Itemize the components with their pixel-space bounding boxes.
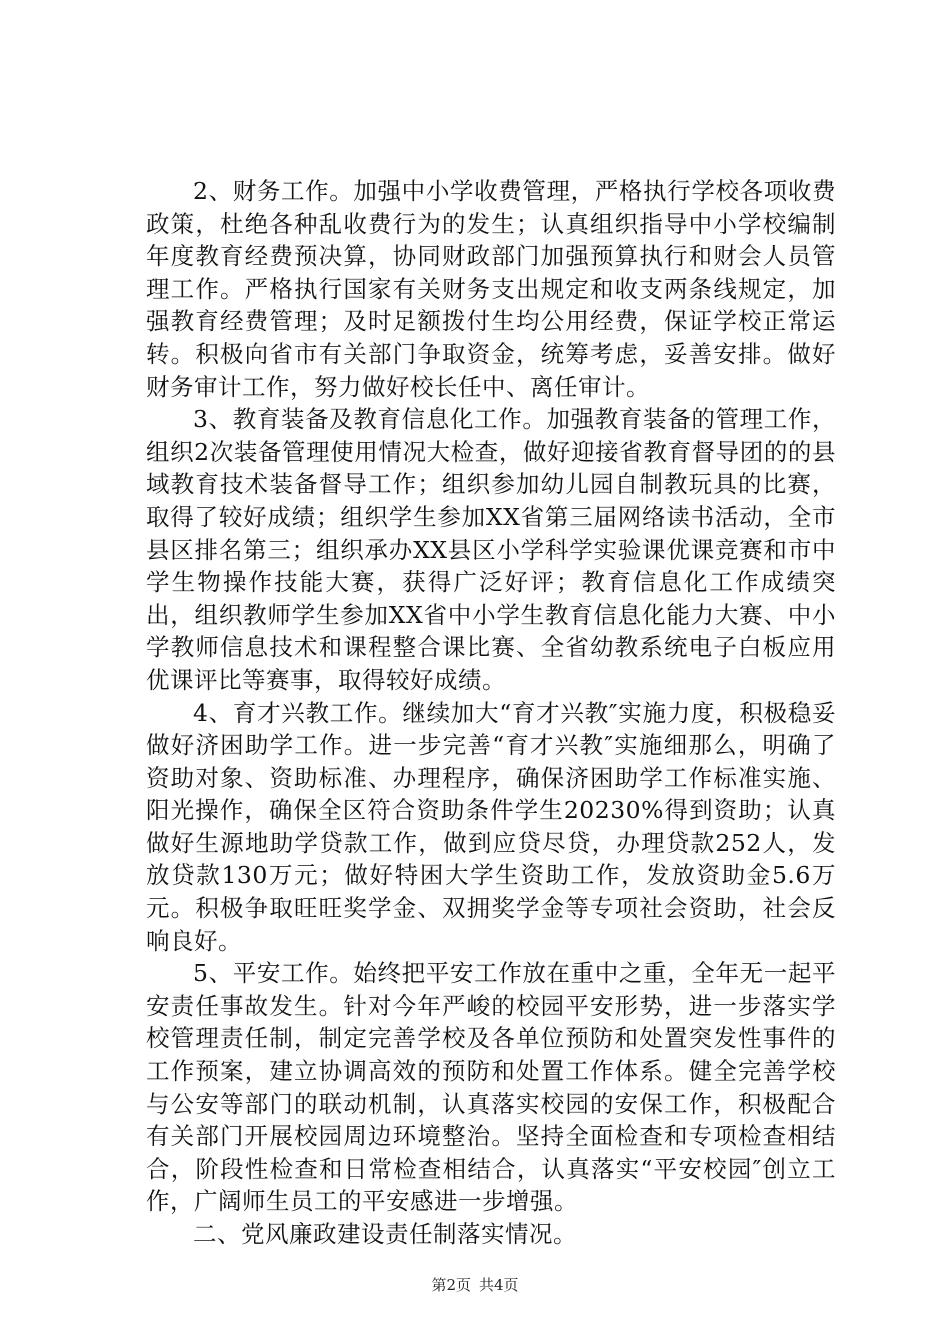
page-footer: [0, 1275, 950, 1295]
page-number-current: 第2页: [431, 1276, 471, 1294]
paragraph-finance-work: 2、财务工作。加强中小学收费管理，严格执行学校各项收费政策，杜绝各种乱收费行为的发生；认真组织指导中小学校编制年度教育经费预决算，协同财政部门加强预算执行和财会人员管理工作。严格执行国家有关财务支出规定和收支两条线规定，加强教育经费管理；及时足额拨付生均公用经费，保证学校正常运转。积极向省市有关部门争取资金，统筹考虑，妥善安排。做好财务审计工作，努力做好校长任中、离任审计。: [146, 177, 836, 401]
document-body: [146, 175, 836, 1251]
paragraph-talent-education: 4、育才兴教工作。继续加大“育才兴教″实施力度，积极稳妥做好济困助学工作。进一步完善“育才兴教″实施细那么，明确了资助对象、资助标准、办理程序，确保济困助学工作标准实施、阳光操作，确保全区符合资助条件学生20230%得到资助；认真做好生源地助学贷款工作，做到应贷尽贷，办理贷款252人，发放贷款130万元；做好特困大学生资助工作，发放资助金5.6万元。积极争取旺旺奖学金、双拥奖学金等专项社会资助，社会反响良好。: [146, 698, 836, 955]
paragraph-equipment-informatization: 3、教育装备及教育信息化工作。加强教育装备的管理工作，组织2次装备管理使用情况大检查，做好迎接省教育督导团的的县域教育技术装备督导工作；组织参加幼儿园自制教玩具的比赛，取得了较好成绩；组织学生参加XX省第三届网络读书活动，全市县区排名第三；组织承办XX县区小学科学实验课优课竞赛和市中学生物操作技能大赛，获得广泛好评；教育信息化工作成绩突出，组织教师学生参加XX省中小学生教育信息化能力大赛、中小学教师信息技术和课程整合课比赛、全省幼教系统电子白板应用优课评比等赛事，取得较好成绩。: [146, 405, 836, 694]
paragraph-safety-work: 5、平安工作。始终把平安工作放在重中之重，全年无一起平安责任事故发生。针对今年严峻的校园平安形势，进一步落实学校管理责任制，制定完善学校及各单位预防和处置突发性事件的工作预案，建立协调高效的预防和处置工作体系。健全完善学校与公安等部门的联动机制，认真落实校园的安保工作，积极配合有关部门开展校园周边环境整治。坚持全面检查和专项检查相结合，阶段性检查和日常检查相结合，认真落实“平安校园″创立工作，广阔师生员工的平安感进一步增强。: [146, 959, 836, 1216]
section-heading-party-conduct: 二、党风廉政建设责任制落实情况。: [193, 1220, 577, 1248]
page-number-total: 共4页: [479, 1276, 519, 1294]
